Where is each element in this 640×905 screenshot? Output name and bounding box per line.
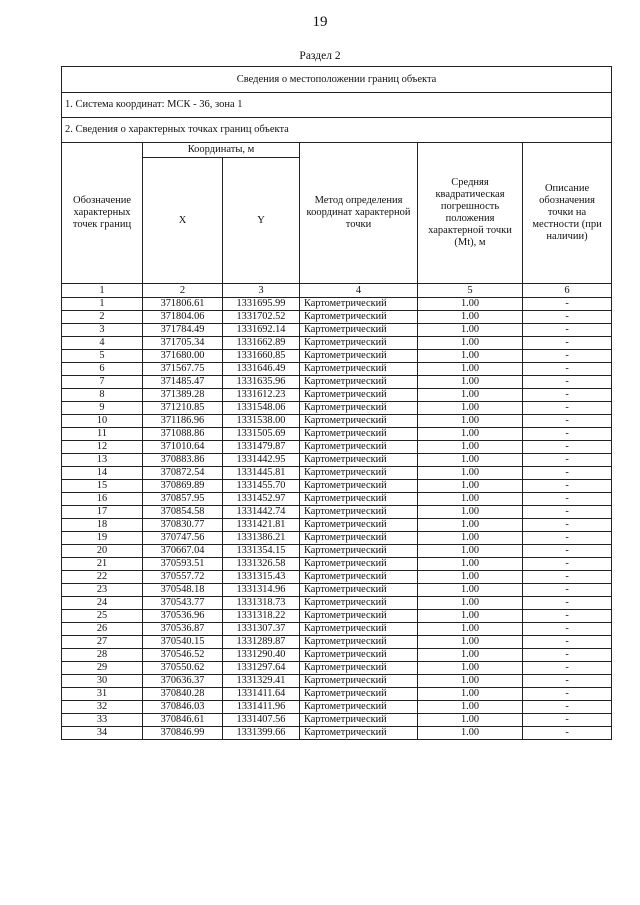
point-number-cell: 12: [62, 441, 143, 454]
error-cell: 1.00: [418, 311, 523, 324]
error-cell: 1.00: [418, 584, 523, 597]
table-row: [62, 584, 612, 597]
point-number-cell: 26: [62, 623, 143, 636]
point-number-cell: 3: [62, 324, 143, 337]
description-cell: -: [523, 571, 612, 584]
description-cell: -: [523, 584, 612, 597]
header-description: Описание обозначения точки на местности (при наличии): [523, 143, 612, 284]
error-cell: 1.00: [418, 688, 523, 701]
description-cell: -: [523, 662, 612, 675]
y-coordinate-cell: 1331538.00: [223, 415, 300, 428]
x-coordinate-cell: 370846.03: [143, 701, 223, 714]
method-cell: Картометрический: [300, 389, 418, 402]
error-cell: 1.00: [418, 454, 523, 467]
y-coordinate-cell: 1331455.70: [223, 480, 300, 493]
error-cell: 1.00: [418, 402, 523, 415]
x-coordinate-cell: 370536.96: [143, 610, 223, 623]
error-cell: 1.00: [418, 480, 523, 493]
error-cell: 1.00: [418, 389, 523, 402]
y-coordinate-cell: 1331695.99: [223, 298, 300, 311]
point-number-cell: 16: [62, 493, 143, 506]
x-coordinate-cell: 370543.77: [143, 597, 223, 610]
x-coordinate-cell: 370846.61: [143, 714, 223, 727]
description-cell: -: [523, 701, 612, 714]
x-coordinate-cell: 370548.18: [143, 584, 223, 597]
error-cell: 1.00: [418, 662, 523, 675]
table-row: [62, 428, 612, 441]
x-coordinate-cell: 371485.47: [143, 376, 223, 389]
y-coordinate-cell: 1331399.66: [223, 727, 300, 740]
y-coordinate-cell: 1331548.06: [223, 402, 300, 415]
method-cell: Картометрический: [300, 662, 418, 675]
header-y: Y: [223, 158, 300, 284]
x-coordinate-cell: 370747.56: [143, 532, 223, 545]
table-row: [62, 688, 612, 701]
y-coordinate-cell: 1331354.15: [223, 545, 300, 558]
description-cell: -: [523, 363, 612, 376]
x-coordinate-cell: 370830.77: [143, 519, 223, 532]
point-number-cell: 21: [62, 558, 143, 571]
description-cell: -: [523, 558, 612, 571]
point-number-cell: 23: [62, 584, 143, 597]
method-cell: Картометрический: [300, 584, 418, 597]
header-coordinates: Координаты, м: [143, 143, 300, 158]
x-coordinate-cell: 371680.00: [143, 350, 223, 363]
x-coordinate-cell: 371567.75: [143, 363, 223, 376]
point-number-cell: 11: [62, 428, 143, 441]
table-row: [62, 558, 612, 571]
method-cell: Картометрический: [300, 441, 418, 454]
description-cell: -: [523, 493, 612, 506]
method-cell: Картометрический: [300, 623, 418, 636]
table-row: [62, 701, 612, 714]
table-row: [62, 662, 612, 675]
table-row: [62, 376, 612, 389]
point-number-cell: 18: [62, 519, 143, 532]
description-cell: -: [523, 610, 612, 623]
header-designation: Обозначение характерных точек границ: [62, 143, 143, 284]
error-cell: 1.00: [418, 467, 523, 480]
point-number-cell: 6: [62, 363, 143, 376]
header-error: Средняя квадратическая погрешность положения характерной точки (Mt), м: [418, 143, 523, 284]
point-number-cell: 29: [62, 662, 143, 675]
y-coordinate-cell: 1331290.40: [223, 649, 300, 662]
y-coordinate-cell: 1331386.21: [223, 532, 300, 545]
description-cell: -: [523, 675, 612, 688]
point-number-cell: 9: [62, 402, 143, 415]
description-cell: -: [523, 597, 612, 610]
error-cell: 1.00: [418, 337, 523, 350]
x-coordinate-cell: 370857.95: [143, 493, 223, 506]
y-coordinate-cell: 1331445.81: [223, 467, 300, 480]
method-cell: Картометрический: [300, 532, 418, 545]
description-cell: -: [523, 545, 612, 558]
description-cell: -: [523, 649, 612, 662]
header-method: Метод определения координат характерной точки: [300, 143, 418, 284]
header-x: X: [143, 158, 223, 284]
x-coordinate-cell: 370636.37: [143, 675, 223, 688]
error-cell: 1.00: [418, 376, 523, 389]
y-coordinate-cell: 1331315.43: [223, 571, 300, 584]
y-coordinate-cell: 1331505.69: [223, 428, 300, 441]
method-cell: Картометрический: [300, 675, 418, 688]
point-number-cell: 28: [62, 649, 143, 662]
y-coordinate-cell: 1331326.58: [223, 558, 300, 571]
description-cell: -: [523, 337, 612, 350]
table-row: [62, 402, 612, 415]
point-number-cell: 27: [62, 636, 143, 649]
table-title-row: [62, 67, 612, 93]
x-coordinate-cell: 370550.62: [143, 662, 223, 675]
x-coordinate-cell: 371705.34: [143, 337, 223, 350]
coordinate-system: 1. Система координат: МСК - 36, зона 1: [62, 93, 612, 118]
point-number-cell: 14: [62, 467, 143, 480]
description-cell: -: [523, 519, 612, 532]
point-number-cell: 32: [62, 701, 143, 714]
table-row: [62, 532, 612, 545]
description-cell: -: [523, 415, 612, 428]
points-heading: 2. Сведения о характерных точках границ объекта: [62, 118, 612, 143]
table-row: [62, 324, 612, 337]
y-coordinate-cell: 1331442.95: [223, 454, 300, 467]
method-cell: Картометрический: [300, 506, 418, 519]
point-number-cell: 31: [62, 688, 143, 701]
table-row: [62, 571, 612, 584]
point-number-cell: 13: [62, 454, 143, 467]
column-number: 2: [143, 284, 223, 298]
section-label: Раздел 2: [299, 50, 341, 62]
x-coordinate-cell: 371186.96: [143, 415, 223, 428]
y-coordinate-cell: 1331479.87: [223, 441, 300, 454]
method-cell: Картометрический: [300, 727, 418, 740]
method-cell: Картометрический: [300, 350, 418, 363]
point-number-cell: 19: [62, 532, 143, 545]
y-coordinate-cell: 1331318.22: [223, 610, 300, 623]
x-coordinate-cell: 371389.28: [143, 389, 223, 402]
page-number: 19: [312, 14, 328, 30]
x-coordinate-cell: 370540.15: [143, 636, 223, 649]
description-cell: -: [523, 506, 612, 519]
y-coordinate-cell: 1331662.89: [223, 337, 300, 350]
method-cell: Картометрический: [300, 597, 418, 610]
error-cell: 1.00: [418, 363, 523, 376]
column-numbers-row: [62, 284, 612, 298]
error-cell: 1.00: [418, 571, 523, 584]
table-row: [62, 363, 612, 376]
table-row: [62, 415, 612, 428]
description-cell: -: [523, 454, 612, 467]
x-coordinate-cell: 371010.64: [143, 441, 223, 454]
error-cell: 1.00: [418, 428, 523, 441]
table-row: [62, 389, 612, 402]
description-cell: -: [523, 389, 612, 402]
description-cell: -: [523, 467, 612, 480]
point-number-cell: 30: [62, 675, 143, 688]
x-coordinate-cell: 370869.89: [143, 480, 223, 493]
point-number-cell: 15: [62, 480, 143, 493]
description-cell: -: [523, 311, 612, 324]
method-cell: Картометрический: [300, 571, 418, 584]
error-cell: 1.00: [418, 701, 523, 714]
table-title: Сведения о местоположении границ объекта: [62, 67, 612, 93]
description-cell: -: [523, 428, 612, 441]
point-number-cell: 7: [62, 376, 143, 389]
y-coordinate-cell: 1331411.64: [223, 688, 300, 701]
method-cell: Картометрический: [300, 376, 418, 389]
error-cell: 1.00: [418, 623, 523, 636]
table-row: [62, 649, 612, 662]
y-coordinate-cell: 1331635.96: [223, 376, 300, 389]
table-row: [62, 545, 612, 558]
method-cell: Картометрический: [300, 519, 418, 532]
error-cell: 1.00: [418, 519, 523, 532]
point-number-cell: 4: [62, 337, 143, 350]
method-cell: Картометрический: [300, 701, 418, 714]
error-cell: 1.00: [418, 636, 523, 649]
x-coordinate-cell: 371210.85: [143, 402, 223, 415]
error-cell: 1.00: [418, 324, 523, 337]
points-heading-row: [62, 118, 612, 143]
error-cell: 1.00: [418, 558, 523, 571]
column-number: 3: [223, 284, 300, 298]
error-cell: 1.00: [418, 727, 523, 740]
method-cell: Картометрический: [300, 311, 418, 324]
point-number-cell: 1: [62, 298, 143, 311]
y-coordinate-cell: 1331289.87: [223, 636, 300, 649]
y-coordinate-cell: 1331702.52: [223, 311, 300, 324]
y-coordinate-cell: 1331329.41: [223, 675, 300, 688]
x-coordinate-cell: 371784.49: [143, 324, 223, 337]
y-coordinate-cell: 1331411.96: [223, 701, 300, 714]
y-coordinate-cell: 1331407.56: [223, 714, 300, 727]
y-coordinate-cell: 1331660.85: [223, 350, 300, 363]
x-coordinate-cell: 370883.86: [143, 454, 223, 467]
table-row: [62, 298, 612, 311]
point-number-cell: 24: [62, 597, 143, 610]
point-number-cell: 17: [62, 506, 143, 519]
table-row: [62, 337, 612, 350]
error-cell: 1.00: [418, 675, 523, 688]
error-cell: 1.00: [418, 545, 523, 558]
method-cell: Картометрический: [300, 493, 418, 506]
column-header-row: [62, 143, 612, 158]
description-cell: -: [523, 324, 612, 337]
table-row: [62, 610, 612, 623]
method-cell: Картометрический: [300, 402, 418, 415]
y-coordinate-cell: 1331318.73: [223, 597, 300, 610]
table-row: [62, 623, 612, 636]
error-cell: 1.00: [418, 532, 523, 545]
error-cell: 1.00: [418, 493, 523, 506]
x-coordinate-cell: 370593.51: [143, 558, 223, 571]
description-cell: -: [523, 636, 612, 649]
method-cell: Картометрический: [300, 480, 418, 493]
error-cell: 1.00: [418, 350, 523, 363]
method-cell: Картометрический: [300, 415, 418, 428]
method-cell: Картометрический: [300, 558, 418, 571]
x-coordinate-cell: 371806.61: [143, 298, 223, 311]
x-coordinate-cell: 370536.87: [143, 623, 223, 636]
description-cell: -: [523, 714, 612, 727]
y-coordinate-cell: 1331452.97: [223, 493, 300, 506]
y-coordinate-cell: 1331692.14: [223, 324, 300, 337]
description-cell: -: [523, 623, 612, 636]
x-coordinate-cell: 370840.28: [143, 688, 223, 701]
table-row: [62, 480, 612, 493]
method-cell: Картометрический: [300, 324, 418, 337]
point-number-cell: 2: [62, 311, 143, 324]
error-cell: 1.00: [418, 298, 523, 311]
point-number-cell: 25: [62, 610, 143, 623]
y-coordinate-cell: 1331297.64: [223, 662, 300, 675]
description-cell: -: [523, 402, 612, 415]
table-row: [62, 714, 612, 727]
point-number-cell: 34: [62, 727, 143, 740]
table-row: [62, 597, 612, 610]
error-cell: 1.00: [418, 649, 523, 662]
method-cell: Картометрический: [300, 337, 418, 350]
table-row: [62, 493, 612, 506]
table-row: [62, 350, 612, 363]
description-cell: -: [523, 688, 612, 701]
description-cell: -: [523, 480, 612, 493]
method-cell: Картометрический: [300, 610, 418, 623]
method-cell: Картометрический: [300, 714, 418, 727]
error-cell: 1.00: [418, 597, 523, 610]
method-cell: Картометрический: [300, 545, 418, 558]
table-row: [62, 675, 612, 688]
point-number-cell: 33: [62, 714, 143, 727]
table-row: [62, 519, 612, 532]
table-row: [62, 467, 612, 480]
method-cell: Картометрический: [300, 363, 418, 376]
description-cell: -: [523, 532, 612, 545]
coordinate-system-row: [62, 93, 612, 118]
table-row: [62, 441, 612, 454]
y-coordinate-cell: 1331314.96: [223, 584, 300, 597]
x-coordinate-cell: 370546.52: [143, 649, 223, 662]
table-row: [62, 506, 612, 519]
description-cell: -: [523, 350, 612, 363]
method-cell: Картометрический: [300, 467, 418, 480]
error-cell: 1.00: [418, 714, 523, 727]
x-coordinate-cell: 370667.04: [143, 545, 223, 558]
column-number: 5: [418, 284, 523, 298]
method-cell: Картометрический: [300, 454, 418, 467]
description-cell: -: [523, 298, 612, 311]
x-coordinate-cell: 370557.72: [143, 571, 223, 584]
y-coordinate-cell: 1331307.37: [223, 623, 300, 636]
boundary-points-table: [61, 66, 612, 740]
table-row: [62, 636, 612, 649]
column-number: 4: [300, 284, 418, 298]
y-coordinate-cell: 1331442.74: [223, 506, 300, 519]
column-number: 6: [523, 284, 612, 298]
y-coordinate-cell: 1331646.49: [223, 363, 300, 376]
x-coordinate-cell: 370846.99: [143, 727, 223, 740]
x-coordinate-cell: 371804.06: [143, 311, 223, 324]
table-row: [62, 454, 612, 467]
method-cell: Картометрический: [300, 636, 418, 649]
method-cell: Картометрический: [300, 428, 418, 441]
y-coordinate-cell: 1331421.81: [223, 519, 300, 532]
error-cell: 1.00: [418, 610, 523, 623]
x-coordinate-cell: 370854.58: [143, 506, 223, 519]
method-cell: Картометрический: [300, 649, 418, 662]
error-cell: 1.00: [418, 441, 523, 454]
point-number-cell: 22: [62, 571, 143, 584]
table-row: [62, 311, 612, 324]
method-cell: Картометрический: [300, 688, 418, 701]
column-number: 1: [62, 284, 143, 298]
description-cell: -: [523, 441, 612, 454]
point-number-cell: 10: [62, 415, 143, 428]
description-cell: -: [523, 727, 612, 740]
x-coordinate-cell: 371088.86: [143, 428, 223, 441]
description-cell: -: [523, 376, 612, 389]
method-cell: Картометрический: [300, 298, 418, 311]
point-number-cell: 8: [62, 389, 143, 402]
table-row: [62, 727, 612, 740]
error-cell: 1.00: [418, 415, 523, 428]
point-number-cell: 5: [62, 350, 143, 363]
error-cell: 1.00: [418, 506, 523, 519]
point-number-cell: 20: [62, 545, 143, 558]
x-coordinate-cell: 370872.54: [143, 467, 223, 480]
y-coordinate-cell: 1331612.23: [223, 389, 300, 402]
